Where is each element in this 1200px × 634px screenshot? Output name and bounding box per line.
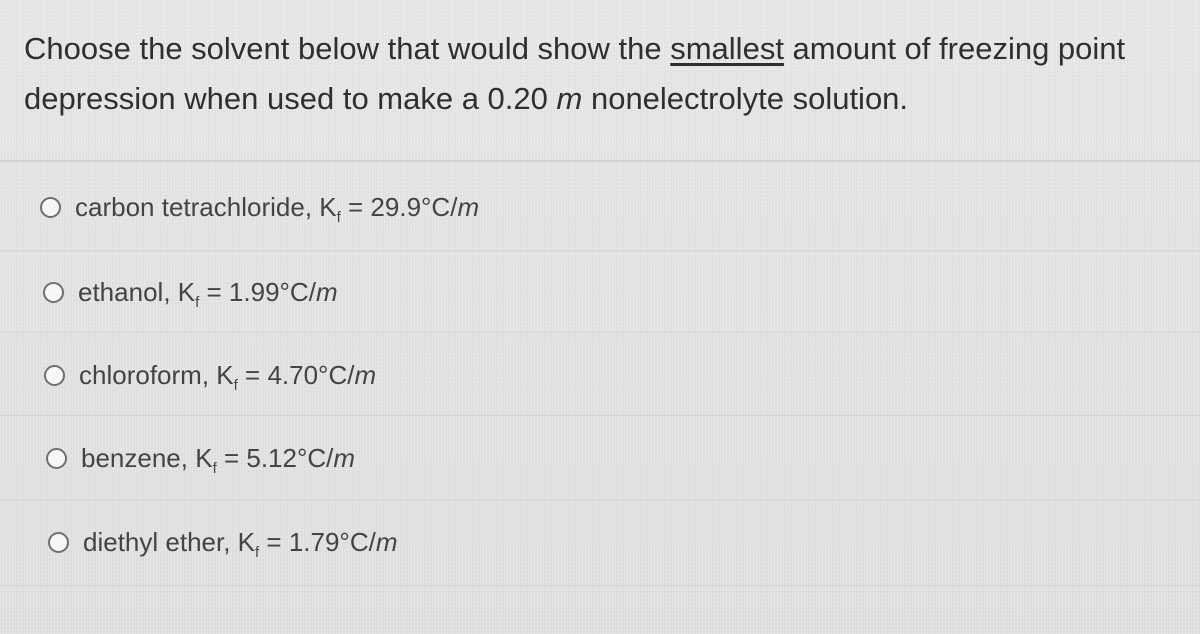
question-suffix: amount of freezing point: [783, 31, 1126, 66]
kf-unit: m: [375, 526, 398, 557]
question-text: [24, 24, 1174, 124]
question-prefix: Choose the solvent below that would show the: [24, 31, 671, 66]
radio-button[interactable]: [46, 448, 67, 469]
kf-value: 5.12°C/: [246, 442, 334, 473]
kf-value: 1.79°C/: [288, 526, 376, 557]
row-separator: [0, 500, 1200, 501]
radio-button[interactable]: [44, 365, 65, 386]
solvent-name: chloroform: [79, 359, 202, 390]
option-ethanol[interactable]: [43, 272, 338, 312]
kf-value: 29.9°C/: [370, 191, 458, 222]
solvent-name: benzene: [81, 442, 181, 473]
kf-subscript: f: [195, 293, 200, 311]
kf-label: K: [319, 191, 337, 222]
kf-unit: m: [457, 191, 480, 222]
row-separator: [0, 250, 1200, 251]
option-label: ethanol, $K_f = 1.99^\circ C/m$: [78, 276, 338, 311]
question-line2-end: nonelectrolyte solution.: [582, 81, 909, 116]
solvent-name: ethanol: [78, 276, 164, 307]
kf-value: 4.70°C/: [267, 359, 355, 390]
radio-button[interactable]: [43, 282, 64, 303]
kf-subscript: f: [255, 543, 260, 561]
kf-label: K: [177, 276, 196, 307]
kf-unit: m: [315, 276, 338, 307]
kf-unit: m: [354, 359, 377, 390]
option-chloroform[interactable]: [44, 355, 376, 395]
kf-subscript: f: [233, 376, 238, 394]
kf-value: 1.99°C/: [228, 276, 316, 307]
option-benzene[interactable]: [46, 438, 355, 478]
row-separator: [0, 415, 1200, 416]
kf-unit: m: [333, 442, 356, 473]
row-separator: [0, 585, 1200, 586]
row-separator: [0, 332, 1200, 333]
kf-label: K: [216, 359, 234, 390]
divider: [0, 160, 1200, 162]
question-line2-start: depression when used to make a 0.20: [24, 81, 557, 116]
option-label: benzene, $K_f = 5.12^\circ C/m$: [81, 442, 356, 477]
question-emphasis: smallest: [670, 31, 784, 66]
radio-button[interactable]: [48, 532, 69, 553]
kf-label: K: [237, 526, 256, 557]
solvent-name: carbon tetrachloride: [75, 191, 305, 222]
radio-button[interactable]: [40, 197, 61, 218]
option-label: carbon tetrachloride, $K_f = 29.9^\circ C/m$: [75, 191, 480, 226]
option-carbon-tetrachloride[interactable]: [40, 187, 479, 227]
option-label: diethyl ether, $K_f = 1.79^\circ C/m$: [83, 526, 398, 561]
kf-subscript: f: [212, 459, 217, 477]
solvent-name: diethyl ether: [83, 526, 224, 557]
molality-unit: m: [556, 81, 583, 116]
kf-subscript: f: [336, 208, 341, 226]
option-diethyl-ether[interactable]: [48, 522, 398, 562]
option-label: chloroform, $K_f = 4.70^\circ C/m$: [79, 359, 377, 394]
kf-label: K: [195, 442, 213, 473]
